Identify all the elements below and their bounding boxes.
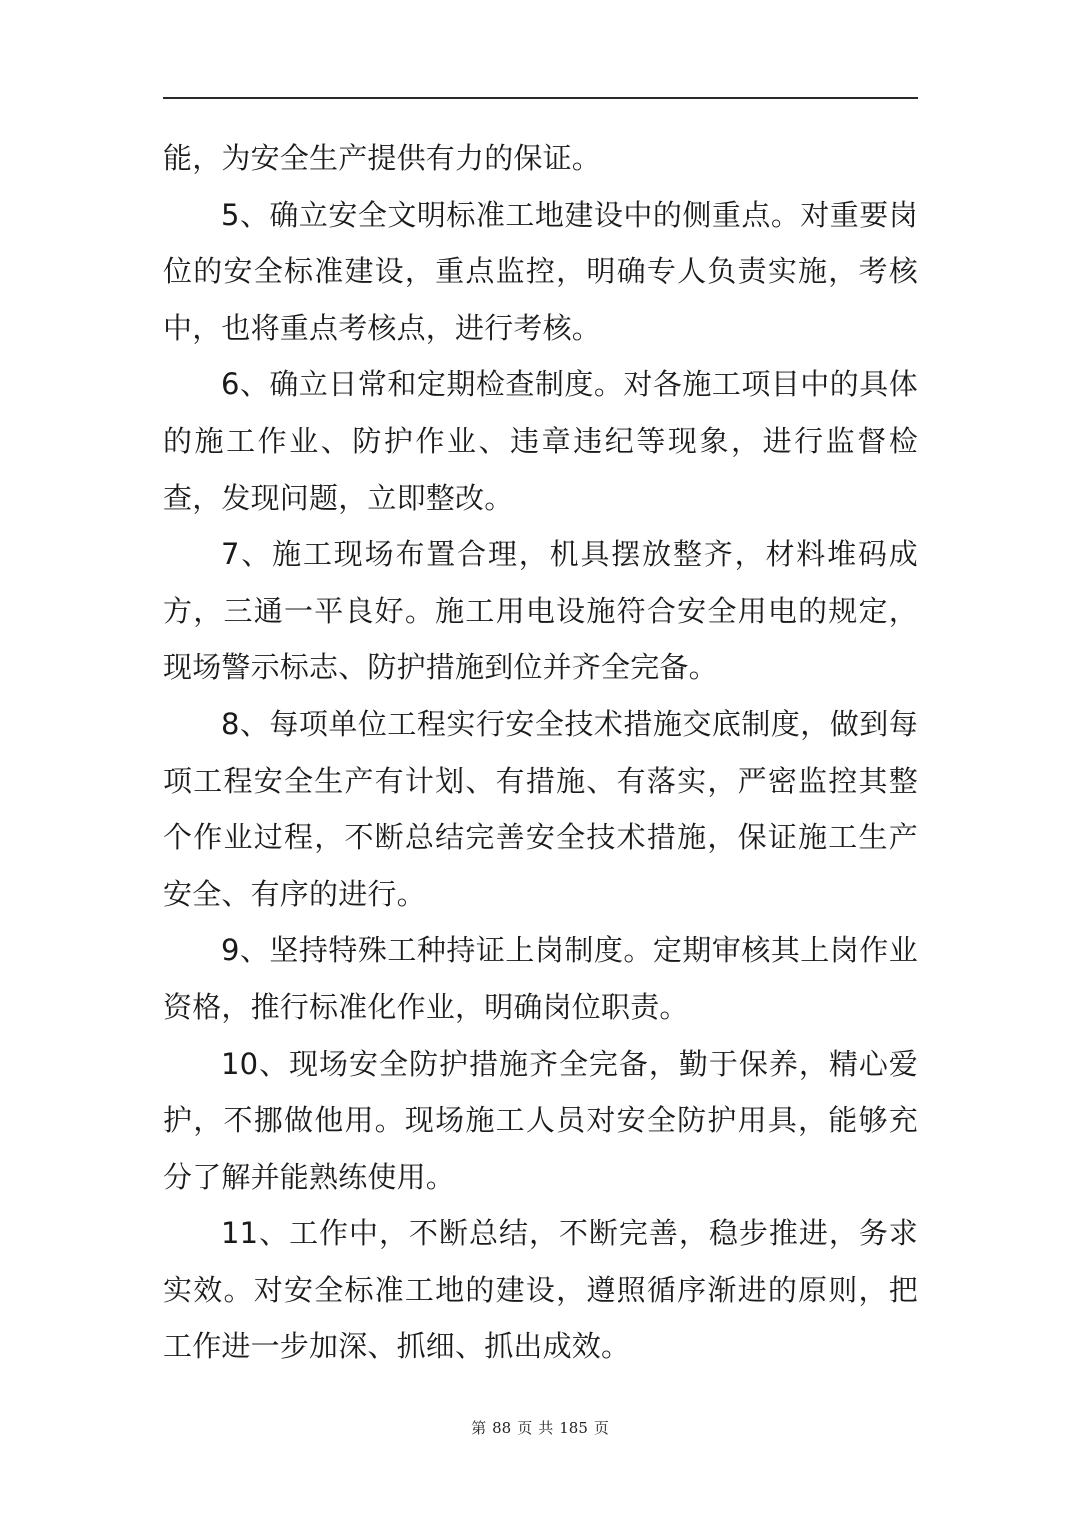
- paragraph-item-10: 10、现场安全防护措施齐全完备，勤于保养，精心爱护，不挪做他用。现场施工人员对安全防护用具，能够充分了解并能熟练使用。: [163, 1046, 918, 1194]
- header-rule: [163, 97, 918, 99]
- paragraph-item-11: 11、工作中，不断总结，不断完善，稳步推进，务求实效。对安全标准工地的建设，遵照循序渐进的原则，把工作进一步加深、抓细、抓出成效。: [163, 1216, 918, 1364]
- footer-prefix: 第: [471, 1419, 487, 1437]
- paragraph-item-6: 6、确立日常和定期检查制度。对各施工项目中的具体的施工作业、防护作业、违章违纪等现象，进行监督检查，发现问题，立即整改。: [163, 367, 918, 515]
- paragraph-continuation: 能，为安全生产提供有力的保证。: [163, 141, 602, 175]
- paragraph-item-7: 7、施工现场布置合理，机具摆放整齐，材料堆码成方，三通一平良好。施工用电设施符合安全用电的规定，现场警示标志、防护措施到位并齐全完备。: [163, 537, 918, 685]
- footer-total-word: 共: [538, 1419, 554, 1437]
- page-footer: [0, 1417, 1080, 1438]
- footer-page-word: 页: [517, 1419, 533, 1437]
- body-text: [163, 130, 918, 1375]
- paragraph-item-5: 5、确立安全文明标准工地建设中的侧重点。对重要岗位的安全标准建设，重点监控，明确专人负责实施，考核中，也将重点考核点，进行考核。: [163, 197, 918, 345]
- current-page-number: 88: [492, 1419, 512, 1437]
- total-pages-number: 185: [559, 1419, 588, 1437]
- footer-suffix: 页: [593, 1419, 609, 1437]
- paragraph-item-9: 9、坚持特殊工种持证上岗制度。定期审核其上岗作业资格，推行标准化作业，明确岗位职责。: [163, 933, 918, 1024]
- paragraph-item-8: 8、每项单位工程实行安全技术措施交底制度，做到每项工程安全生产有计划、有措施、有落实，严密监控其整个作业过程，不断总结完善安全技术措施，保证施工生产安全、有序的进行。: [163, 706, 918, 911]
